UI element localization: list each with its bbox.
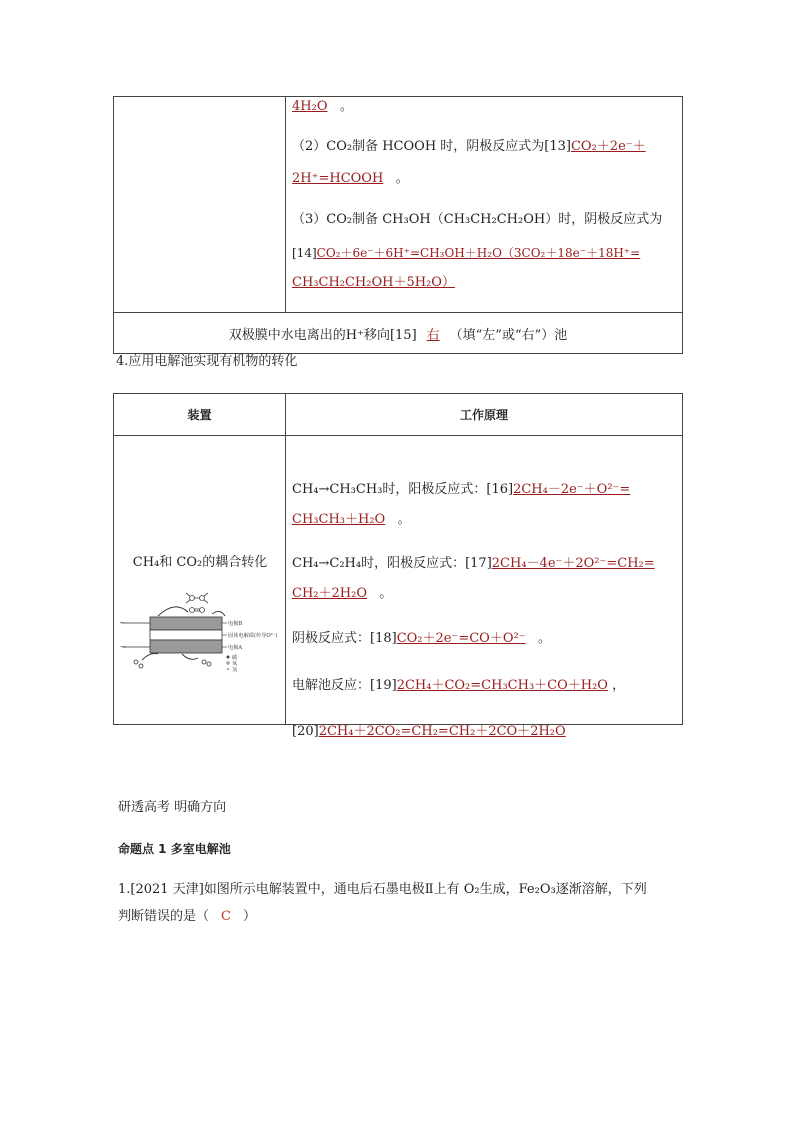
legend-carbon-dot [227, 656, 230, 659]
table1-line-1: 4H₂O 。 [292, 99, 353, 114]
principle-line-17: CH₄→C₂H₄时，阳极反应式：[17]2CH₄－4e⁻＋2O²⁻=CH₂= [292, 556, 655, 571]
solid-electrolyte [150, 630, 222, 640]
answer-14-tail: CH₃CH₂CH₂OH＋5H₂O） [292, 275, 455, 290]
header-principle: 工作原理 [286, 394, 683, 436]
answer-17: 2CH₄－4e⁻＋2O²⁻=CH₂= [491, 556, 655, 571]
answer-15: 右 [426, 327, 440, 343]
legend-carbon: 碳 [232, 655, 238, 661]
curved-arrow-icon [158, 607, 188, 616]
legend-oxygen: 氧 [232, 661, 238, 667]
question-answer: C [221, 909, 231, 924]
device-caption: CH₄和 CO₂的耦合转化 [132, 555, 268, 570]
curved-arrow-icon [142, 654, 158, 660]
question-source: [2021 天津] [130, 882, 204, 897]
label-electrode-b: 电极B [228, 621, 243, 627]
table1-left-cell [114, 97, 286, 313]
device-cell [114, 436, 286, 725]
svg-text:→: → [120, 643, 126, 651]
legend-oxygen-dot [227, 662, 229, 664]
principle-line-16: CH₄→CH₃CH₃时，阳极反应式：[16]2CH₄－2e⁻＋O²⁻= [292, 482, 631, 497]
table1-right-cell [286, 97, 683, 313]
section-4-title: 4.应用电解池实现有机物的转化 [116, 354, 298, 369]
curved-arrow-icon [182, 654, 198, 659]
answer-13-tail: 2H⁺=HCOOH [292, 171, 384, 186]
electrode-a [150, 640, 222, 653]
answer-16: 2CH₄－2e⁻＋O²⁻= [513, 482, 631, 497]
principle-line-20: [20]2CH₄＋2CO₂=CH₂=CH₂＋2CO＋2H₂O [292, 724, 566, 739]
answer-14: CO₂＋6e⁻＋6H⁺=CH₃OH＋H₂O（3CO₂＋18e⁻＋18H⁺= [316, 246, 641, 260]
principle-cell [286, 436, 683, 739]
table1-bipolar-row: 双极膜中水电离出的H⁺移向[15] 右 （填“左”或“右”）池 [114, 313, 683, 354]
study-heading: 研透高考 明确方向 [118, 800, 227, 815]
ethane-molecule-icon [186, 593, 208, 603]
answer-20: 2CH₄＋2CO₂=CH₂=CH₂＋2CO＋2H₂O [318, 724, 566, 739]
co2-molecule-icon [134, 660, 143, 668]
answer-12-tail: 4H₂O [292, 99, 328, 114]
question-line-1: 1.[2021 天津]如图所示电解装置中，通电后石墨电极Ⅱ上有 O₂生成，Fe₂O₃逐渐溶解，下列 [118, 882, 647, 897]
curved-arrow-icon [212, 611, 225, 616]
header-device: 装置 [114, 394, 286, 436]
label-electrolyte: 固体电解质(传导O²⁻) [228, 633, 278, 639]
coupling-electrolyzer-diagram [120, 590, 278, 673]
legend-hydrogen: 氢 [232, 667, 238, 673]
principle-line-18: 阴极反应式：[18]CO₂＋2e⁻=CO＋O²⁻ 。 [292, 631, 551, 646]
label-electrode-a: 电极A [228, 645, 243, 651]
question-line-2: 判断错误的是（ C ） [118, 909, 256, 924]
answer-19: 2CH₄＋CO₂=CH₃CH₃＋CO＋H₂O [396, 678, 608, 693]
electrode-b [150, 617, 222, 630]
principle-line-16b: CH₃CH₃＋H₂O 。 [292, 512, 411, 527]
table1-line-4: （3）CO₂制备 CH₃OH（CH₃CH₂CH₂OH）时，阴极反应式为 [292, 212, 663, 227]
answer-16-tail: CH₃CH₃＋H₂O [292, 512, 386, 527]
topic-heading: 命题点 1 多室电解池 [118, 842, 231, 856]
table1-line-5: [14]CO₂＋6e⁻＋6H⁺=CH₃OH＋H₂O（3CO₂＋18e⁻＋18H⁺= [292, 246, 641, 260]
table1-line-6 [292, 273, 455, 293]
organic-conversion-table [113, 393, 683, 739]
table1-line-3: 2H⁺=HCOOH 。 [292, 171, 409, 186]
table1-line-2: （2）CO₂制备 HCOOH 时，阴极反应式为[13]CO₂＋2e⁻＋ [292, 139, 646, 154]
principle-line-19: 电解池反应：[19]2CH₄＋CO₂=CH₃CH₃＋CO＋H₂O ， [292, 678, 626, 693]
svg-text:←: ← [120, 619, 126, 627]
co-molecule-icon [202, 660, 211, 666]
ethylene-molecule-icon [190, 608, 205, 613]
legend-hydrogen-dot [227, 668, 229, 670]
electrolysis-table-continued [113, 96, 683, 354]
answer-13: CO₂＋2e⁻＋ [570, 139, 646, 154]
answer-18: CO₂＋2e⁻=CO＋O²⁻ [396, 631, 526, 646]
answer-17-tail: CH₂＋2H₂O [292, 586, 367, 601]
principle-line-17b: CH₂＋2H₂O 。 [292, 586, 393, 601]
